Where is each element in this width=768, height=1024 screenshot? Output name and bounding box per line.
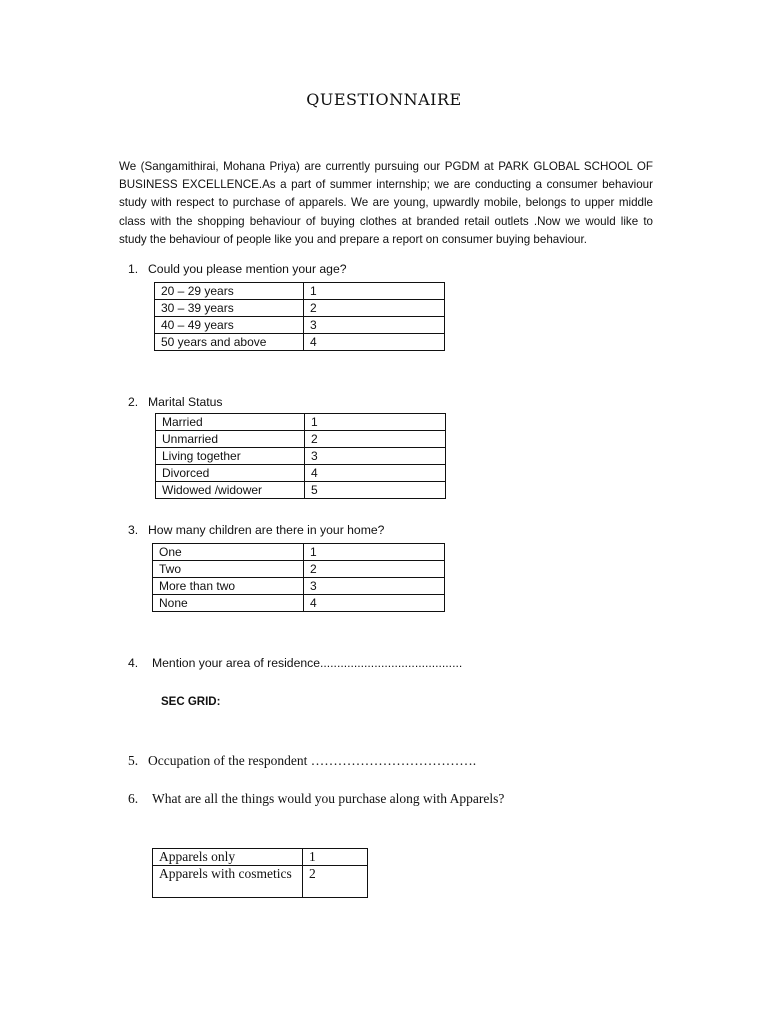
option-code: 1: [303, 849, 368, 866]
option-label: Married: [156, 414, 305, 431]
option-label: None: [153, 595, 304, 612]
question-text: Marital Status: [148, 395, 223, 409]
question-3: [0, 523, 768, 541]
question-number: 3.: [128, 523, 139, 537]
option-label: Apparels with cosmetics: [153, 866, 303, 898]
table-row[interactable]: [156, 414, 446, 431]
option-code: 4: [304, 334, 445, 351]
table-row[interactable]: [153, 866, 368, 898]
option-label: 40 – 49 years: [155, 317, 304, 334]
table-row[interactable]: [156, 431, 446, 448]
question-4: [0, 656, 768, 674]
page-title: QUESTIONNAIRE: [306, 90, 462, 109]
option-code: 2: [304, 300, 445, 317]
option-label: One: [153, 544, 304, 561]
option-label: Divorced: [156, 465, 305, 482]
table-row[interactable]: [155, 334, 445, 351]
question-2: [0, 395, 768, 413]
option-label: Living together: [156, 448, 305, 465]
option-code: 2: [305, 431, 446, 448]
option-code: 4: [305, 465, 446, 482]
option-label: Widowed /widower: [156, 482, 305, 499]
question-number: 6.: [128, 791, 139, 806]
option-label: Unmarried: [156, 431, 305, 448]
intro-paragraph: We (Sangamithirai, Mohana Priya) are currently pursuing our PGDM at PARK GLOBAL SCHOOL OF BUSINESS EXCELLENCE.As a part of summer internship; we are conducting a consumer behaviour study with respect to purchase of apparels. We are young, upwardly mobile, belongs to upper middle class with the shopping behaviour of buying clothes at branded retail outlets .Now we would like to study the behaviour of people like you and prepare a report on consumer buying behaviour.: [119, 160, 653, 246]
option-code: 3: [304, 317, 445, 334]
option-code: 5: [305, 482, 446, 499]
option-code: 1: [304, 544, 445, 561]
question-number: 4.: [128, 656, 139, 670]
table-row[interactable]: [153, 849, 368, 866]
option-code: 2: [304, 561, 445, 578]
option-code: 4: [304, 595, 445, 612]
question-number: 1.: [128, 262, 139, 276]
table-row[interactable]: [153, 595, 445, 612]
question-text: What are all the things would you purchase along with Apparels?: [152, 791, 505, 806]
question-6-options-table: [152, 848, 368, 898]
table-row[interactable]: [156, 448, 446, 465]
option-label: 20 – 29 years: [155, 283, 304, 300]
table-row[interactable]: [153, 578, 445, 595]
option-code: 3: [305, 448, 446, 465]
question-text: How many children are there in your home?: [148, 523, 385, 537]
question-5: [0, 753, 768, 771]
question-2-options-table: [155, 413, 446, 499]
question-3-options-table: [152, 543, 445, 612]
option-code: 3: [304, 578, 445, 595]
table-row[interactable]: [153, 561, 445, 578]
question-text: Could you please mention your age?: [148, 262, 347, 276]
question-number: 2.: [128, 395, 139, 409]
question-1-options-table: [154, 282, 445, 351]
sec-grid-heading: SEC GRID:: [161, 696, 221, 708]
option-code: 1: [304, 283, 445, 300]
option-label: 30 – 39 years: [155, 300, 304, 317]
option-code: 2: [303, 866, 368, 898]
option-label: 50 years and above: [155, 334, 304, 351]
table-row[interactable]: [156, 482, 446, 499]
option-label: Apparels only: [153, 849, 303, 866]
question-6: [0, 791, 768, 809]
question-text: Occupation of the respondent ……………………………….: [148, 753, 477, 768]
question-1: [0, 262, 768, 280]
question-text: Mention your area of residence..........................................: [152, 656, 463, 670]
table-row[interactable]: [155, 300, 445, 317]
question-number: 5.: [128, 753, 139, 768]
option-code: 1: [305, 414, 446, 431]
table-row[interactable]: [155, 317, 445, 334]
option-label: More than two: [153, 578, 304, 595]
option-label: Two: [153, 561, 304, 578]
table-row[interactable]: [156, 465, 446, 482]
table-row[interactable]: [153, 544, 445, 561]
table-row[interactable]: [155, 283, 445, 300]
